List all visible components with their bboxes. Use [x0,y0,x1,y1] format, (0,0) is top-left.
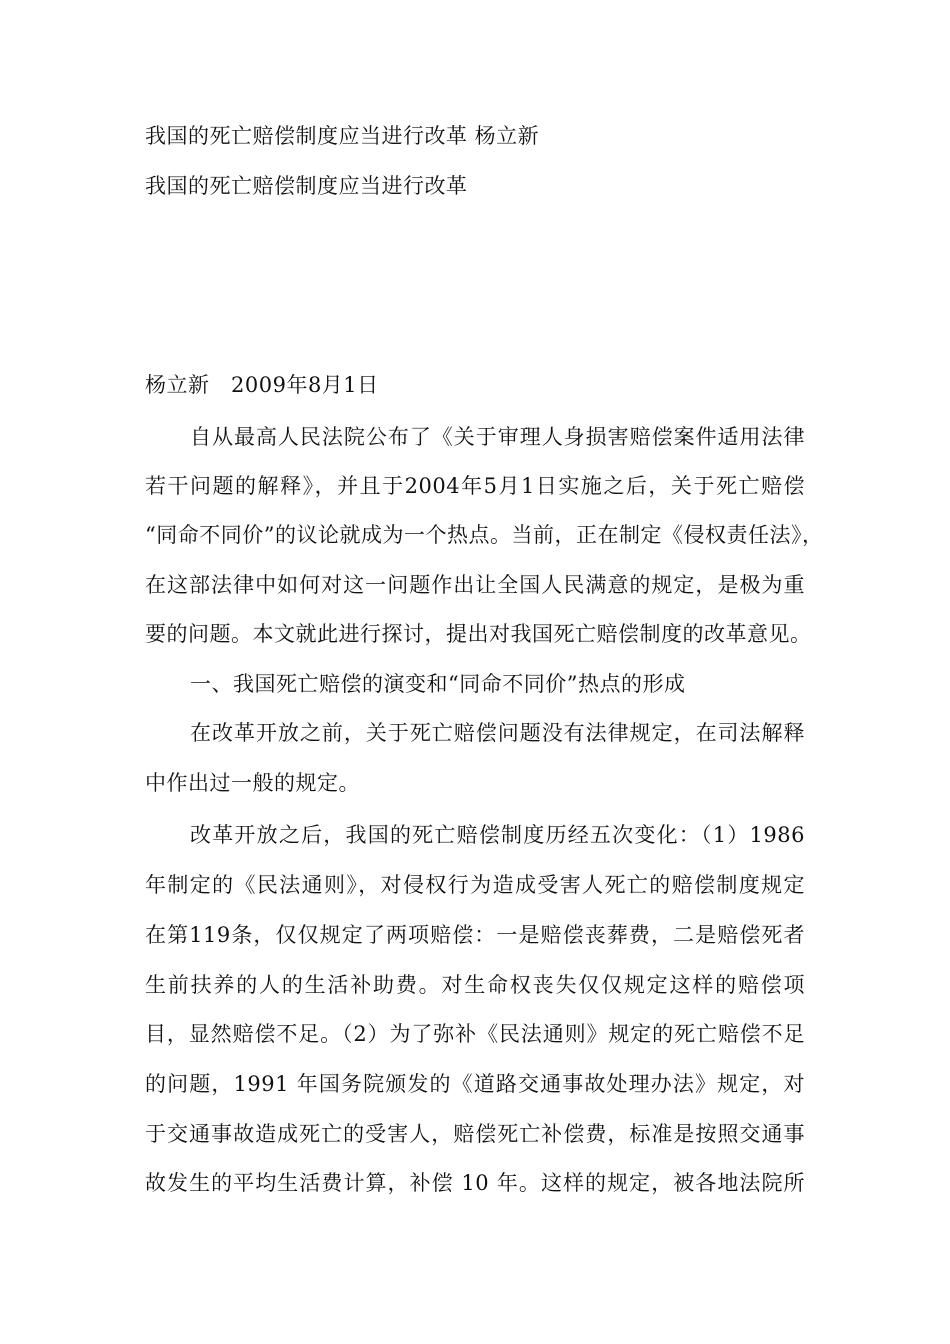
paragraph-line: 年制定的《民法通则》，对侵权行为造成受害人死亡的赔偿制度规定 [145,873,805,897]
paragraph-line: 故发生的平均生活费计算，补偿 10 年。这样的规定，被各地法院所 [145,1171,805,1195]
paragraph-line: 要的问题。本文就此进行探讨，提出对我国死亡赔偿制度的改革意见。 [145,622,812,646]
paragraph-line: “同命不同价”的议论就成为一个热点。当前，正在制定《侵权责任法》， [145,523,824,547]
paragraph-line: 在第119条，仅仅规定了两项赔偿：一是赔偿丧葬费，二是赔偿死者 [145,923,805,947]
paragraph-line: 中作出过一般的规定。 [145,771,360,795]
document-header-title: 我国的死亡赔偿制度应当进行改革 杨立新 [145,124,540,148]
paragraph-line: 于交通事故造成死亡的受害人，赔偿死亡补偿费，标准是按照交通事 [145,1122,805,1146]
paragraph-line: 改革开放之后，我国的死亡赔偿制度历经五次变化：（1）1986 [190,823,805,847]
section-heading: 一、我国死亡赔偿的演变和“同命不同价”热点的形成 [190,672,686,696]
paragraph-line: 的问题，1991 年国务院颁发的《道路交通事故处理办法》规定，对 [145,1072,805,1096]
document-byline: 杨立新 2009年8月1日 [145,373,379,397]
paragraph-line: 若干问题的解释》，并且于2004年5月1日实施之后，关于死亡赔偿 [145,474,805,498]
document-title: 我国的死亡赔偿制度应当进行改革 [145,174,468,198]
paragraph-line: 在改革开放之前，关于死亡赔偿问题没有法律规定，在司法解释 [190,721,805,745]
paragraph-line: 在这部法律中如何对这一问题作出让全国人民满意的规定，是极为重 [145,573,805,597]
paragraph-line: 自从最高人民法院公布了《关于审理人身损害赔偿案件适用法律 [190,425,805,449]
paragraph-line: 生前扶养的人的生活补助费。对生命权丧失仅仅规定这样的赔偿项 [145,973,805,997]
paragraph-line: 目，显然赔偿不足。（2）为了弥补《民法通则》规定的死亡赔偿不足 [145,1022,805,1046]
